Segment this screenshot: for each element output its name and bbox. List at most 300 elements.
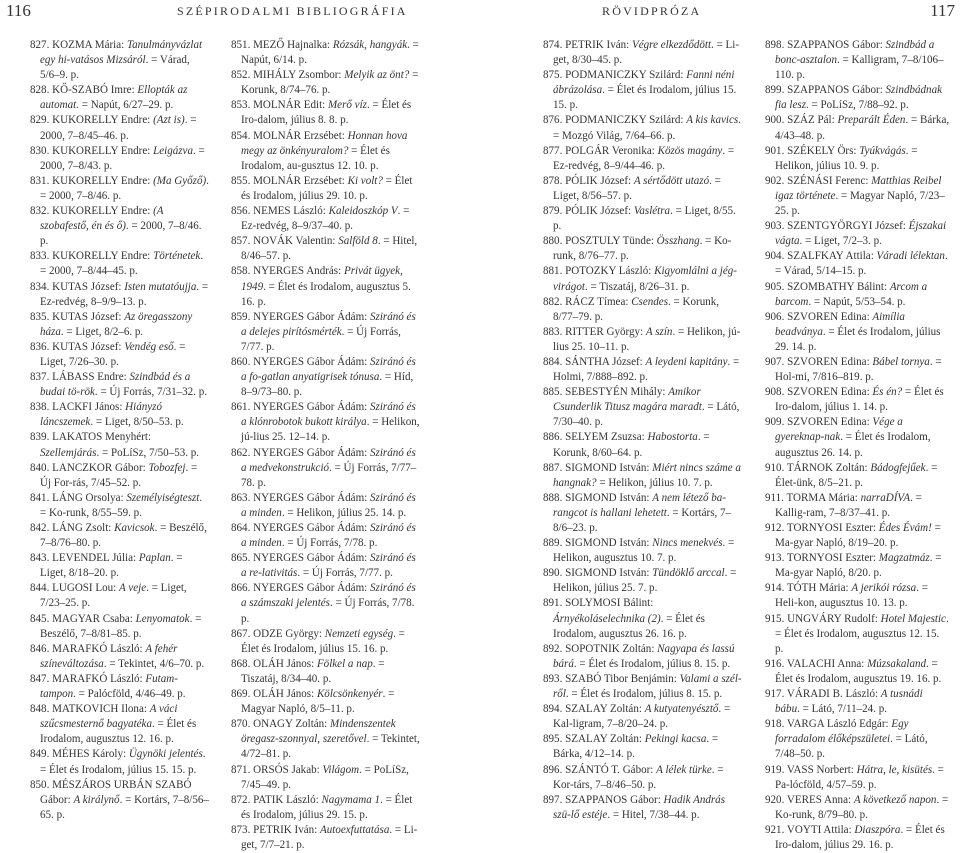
entry-author: OLÁH János: [253, 688, 317, 701]
entry-number: 917. [765, 688, 785, 701]
entry-title: Isten mutatóujja [124, 280, 197, 293]
entry-number: 867. [231, 627, 251, 640]
entry-number: 850. [30, 778, 50, 791]
entry-title: A leydeni kapitány [645, 355, 728, 368]
entry-title: Diaszpóra [854, 823, 901, 836]
entry-number: 853. [231, 99, 251, 112]
entry-source: = Napút, 6/27–29. p. [78, 99, 174, 112]
entry-source: . = Élet és Irodalom, július 29. 15. p. [241, 793, 413, 821]
entry-author: SZVOREN Edina: [787, 416, 873, 429]
entry-number: 875. [543, 69, 563, 82]
entry-number: 902. [765, 174, 785, 187]
entry-title: A kutyatenyésztő [644, 703, 719, 716]
entry-number: 843. [30, 552, 50, 565]
entry-number: 870. [231, 718, 251, 731]
entry-number: 899. [765, 84, 785, 97]
entry-title: Ellopták az automat. [40, 84, 188, 112]
entry-number: 898. [765, 39, 785, 51]
bibliography-entry [765, 174, 950, 219]
entry-title: Árnyékoláselechnika (2) [553, 612, 661, 625]
entry-number: 892. [543, 642, 563, 655]
entry-title: Vendég eső [124, 340, 174, 353]
entry-title: Végre elkezdődött [632, 39, 712, 51]
bibliography-entry [543, 763, 743, 793]
entry-author: OLÁH János: [253, 657, 317, 670]
entry-author: SZABÓ Tibor Benjámin: [565, 672, 680, 685]
entry-number: 841. [30, 491, 50, 504]
entry-number: 906. [765, 310, 785, 323]
entry-source: . = Élet és Irodalom, július 15. 15. p. [40, 748, 206, 776]
bibliography-entry [765, 219, 950, 249]
entry-source: = Ma-gyar Napló, 8/19–20. p. [775, 522, 941, 550]
bibliography-entry [231, 98, 421, 128]
entry-source: . = Liget, 8/55. p. [553, 205, 736, 233]
bibliography-entry [543, 325, 743, 355]
entry-source: = Élet és Iro-dalom, július 1. 14. p. [775, 386, 944, 414]
entry-number: 916. [765, 657, 785, 670]
entry-number: 858. [231, 265, 251, 278]
bibliography-entry [231, 521, 421, 551]
entry-number: 861. [231, 401, 251, 414]
bibliography-entry [231, 310, 421, 355]
bibliography-entry [30, 702, 210, 747]
entry-author: VÁRADI B. László: [786, 688, 881, 701]
entry-author: NYERGES András: [253, 265, 344, 278]
bibliography-entry [231, 446, 421, 491]
entry-author: MATKOVICH Ilona: [52, 703, 150, 716]
entry-author: PETRIK Iván: [565, 39, 632, 51]
entry-number: 828. [30, 84, 50, 97]
entry-number: 889. [543, 537, 563, 550]
entry-number: 862. [231, 446, 251, 459]
entry-source: . = Élet és Irodalom, július 15. 16. p. [241, 627, 405, 655]
entry-title: Rózsák, hangyák [332, 39, 408, 51]
bibliography-entry [30, 612, 210, 642]
entry-number: 915. [765, 612, 785, 625]
entry-number: 840. [30, 461, 50, 474]
entry-source: . = Élet és Irodalom, július 8. 15. p. [565, 688, 723, 701]
entry-column-1 [30, 38, 210, 821]
entry-title: Világom [322, 763, 360, 776]
entry-number: 849. [30, 748, 50, 761]
entry-source: . = 2000, 7–8/46. p. [40, 220, 202, 248]
entry-author: POSZTULY Tünde: [565, 235, 657, 248]
entry-title: A királynő [73, 793, 120, 806]
bibliography-entry [765, 280, 950, 310]
bibliography-entry [30, 113, 210, 143]
entry-author: KUKORELLY Endre: [52, 174, 154, 187]
entry-column-4 [765, 38, 950, 851]
bibliography-entry [543, 113, 743, 143]
bibliography-entry [765, 249, 950, 279]
entry-author: MÉHES Károly: [52, 748, 129, 761]
entry-title: (Azt is) [153, 114, 185, 127]
bibliography-entry [765, 415, 950, 460]
entry-number: 864. [231, 522, 251, 534]
entry-source: . = Kal-ligram, 7–8/20–24. p. [553, 703, 731, 731]
entry-source: . = PoLíSz, 7/45–49. p. [241, 763, 409, 791]
entry-title: Bábel tornya [872, 355, 930, 368]
entry-number: 914. [765, 582, 785, 595]
entry-source: = Helikon, július 10. 7. p. [596, 476, 713, 489]
entry-number: 830. [30, 144, 50, 157]
entry-number: 901. [765, 144, 785, 157]
entry-author: NYERGES Gábor Ádám: [253, 522, 371, 534]
entry-source: . = Élet és Iro-dalom, július 29. 16. p. [775, 823, 945, 851]
entry-author: MAGYAR Csaba: [52, 612, 136, 625]
bibliography-entry [30, 400, 210, 430]
entry-author: VOYTI Attila: [786, 823, 855, 836]
entry-number: 876. [543, 114, 563, 127]
bibliography-entry [231, 687, 421, 717]
bibliography-entry [231, 174, 421, 204]
bibliography-entry [30, 430, 210, 460]
entry-source: . = Tekintet, 4/6–70. p. [103, 657, 205, 670]
entry-source: . = 2000, 7–8/44–45. p. [40, 250, 204, 278]
entry-number: 909. [765, 416, 785, 429]
entry-author: KUKORELLY Endre: [52, 250, 154, 263]
bibliography-entry [30, 551, 210, 581]
entry-number: 882. [543, 295, 563, 308]
entry-author: NOVÁK Valentin: [253, 235, 339, 248]
entry-author: NYERGES Gábor Ádám: [253, 310, 371, 323]
entry-number: 904. [765, 250, 785, 263]
entry-author: PÓLIK József: [565, 205, 634, 218]
entry-number: 869. [231, 688, 251, 701]
entry-title: Paplan [138, 552, 171, 565]
bibliography-entry [231, 204, 421, 234]
entry-source: . = Élet és Irodalom, augusztus 12. 15. p. [775, 612, 949, 655]
entry-number: 919. [765, 763, 785, 776]
entry-source: . = 2000, 7–8/43. p. [40, 144, 205, 172]
entry-source: . = Új Forrás, 7/78. p. [241, 597, 415, 625]
entry-number: 854. [231, 129, 251, 142]
bibliography-entry [30, 310, 210, 340]
bibliography-entry [30, 778, 210, 823]
entry-author: SZAPPANOS Gábor: [787, 84, 886, 97]
bibliography-entry [30, 83, 210, 113]
entry-author: SZÉNÁSI Ferenc: [787, 174, 872, 187]
entry-number: 852. [231, 69, 251, 82]
bibliography-entry [543, 204, 743, 234]
entry-column-3 [543, 38, 743, 821]
entry-source: . = Liget, 7/23–25. p. [40, 582, 187, 610]
entry-author: MOLNÁR Erzsébet: [253, 129, 348, 142]
entry-title: Habostorta [647, 431, 698, 444]
entry-title: Hiányzó láncszemek [40, 401, 162, 429]
entry-author: SZAPPANOS Gábor: [787, 39, 886, 51]
entry-title: A veje [119, 582, 147, 595]
entry-number: 884. [543, 355, 563, 368]
entry-title: Hátra, le, kisütés [856, 763, 933, 776]
entry-title: (A szobafestő, én és ő) [40, 205, 164, 233]
bibliography-entry [543, 38, 743, 68]
entry-source: . = Várad, 5/14–15. p. [775, 250, 948, 278]
bibliography-entry [231, 234, 421, 264]
entry-number: 859. [231, 310, 251, 323]
entry-author: VARGA László Edgár: [786, 718, 892, 731]
entry-author: KUKORELLY Endre: [52, 144, 154, 157]
entry-title: narraDÍVA [860, 491, 911, 504]
entry-source: . = Élet és Irodalom, augusztus 12. 16. p. [40, 718, 197, 746]
entry-author: POTOZKY László: [565, 265, 655, 278]
bibliography-entry [231, 400, 421, 445]
entry-author: MOLNÁR Erzsébet: [253, 174, 348, 187]
entry-author: MARAFKÓ László: [52, 642, 146, 655]
entry-source: . = Helikon, július 10. 9. p. [775, 144, 918, 172]
entry-source: . = Bárka, 4/43–48. p. [775, 114, 950, 142]
entry-source: . = Li-get, 8/30–45. p. [553, 39, 740, 67]
entry-title: Pekingi kacsa [644, 733, 707, 746]
entry-source: . = Ez-redvég, 8–9/44–46. p. [553, 144, 735, 172]
entry-number: 871. [231, 763, 251, 776]
bibliography-entry [765, 763, 950, 793]
right-running-title: RÖVIDPRÓZA [602, 4, 702, 18]
entry-title: Tobozfej [148, 461, 186, 474]
entry-number: 912. [765, 522, 785, 534]
entry-author: PODMANICZKY Szilárd: [565, 114, 687, 127]
bibliography-entry [231, 68, 421, 98]
entry-title: Futam-tampon [40, 672, 178, 701]
entry-source: = Élet és Irodalom, au-gusztus 12. 10. p. [241, 144, 390, 172]
entry-source: . = Korunk, 8/60–64. p. [553, 431, 710, 459]
entry-title: Összhang [656, 235, 700, 248]
entry-number: 832. [30, 205, 50, 218]
entry-number: 848. [30, 703, 50, 716]
bibliography-entry [765, 521, 950, 551]
entry-number: 886. [543, 431, 563, 444]
entry-source: . = Helikon, július 25. 7. p. [553, 567, 737, 595]
entry-author: SIGMOND István: [565, 537, 653, 550]
entry-number: 842. [30, 522, 50, 534]
entry-title: Lenyomatok [135, 612, 190, 625]
bibliography-entry [765, 687, 950, 717]
entry-title: (Ma Győző) [153, 174, 207, 187]
entry-number: 910. [765, 461, 785, 474]
entry-title: Salföld 8 [338, 235, 378, 248]
entry-title: Arcom a barcom [775, 280, 928, 308]
bibliography-entry [231, 38, 421, 68]
entry-source: . = Ko-runk, 8/76–77. p. [553, 235, 732, 263]
bibliography-entry [30, 747, 210, 777]
bibliography-entry [765, 551, 950, 581]
entry-title: Sziránó és a medvekonstrukció [241, 446, 416, 474]
entry-author: TÓTH Mária: [786, 582, 852, 595]
entry-number: 907. [765, 355, 785, 368]
entry-source: . = Élet és Irodalom, július 29. 14. p. [775, 325, 941, 353]
entry-author: TORNYOSI Eszter: [786, 552, 879, 565]
bibliography-entry [543, 174, 743, 204]
entry-title: Merő víz [327, 99, 367, 112]
bibliography-entry [543, 68, 743, 113]
entry-number: 890. [543, 567, 563, 580]
entry-number: 897. [543, 793, 563, 806]
entry-author: KUTAS József: [52, 280, 125, 293]
bibliography-entry [765, 113, 950, 143]
entry-number: 874. [543, 39, 563, 51]
entry-number: 921. [765, 823, 785, 836]
bibliography-entry [543, 264, 743, 294]
entry-title: A fehér színeváltozása [40, 642, 178, 670]
entry-source: . = Napút, 5/53–54. p. [808, 295, 906, 308]
entry-author: UNGVÁRY Rudolf: [787, 612, 881, 625]
bibliography-entry [231, 491, 421, 521]
bibliography-entry [30, 491, 210, 521]
entry-title: Autoexfuttatása [320, 823, 390, 836]
entry-source: . = Napút, 6/14. p. [241, 39, 419, 67]
bibliography-entry [30, 340, 210, 370]
entry-number: 881. [543, 265, 563, 278]
entry-source: . = Új For-rás, 7/45–52. p. [40, 461, 198, 489]
entry-number: 893. [543, 672, 563, 685]
entry-title: Csendes [631, 295, 669, 308]
bibliography-entry [30, 642, 210, 672]
entry-author: KUTAS József: [52, 310, 125, 323]
entry-title: Sziránó és a re-lativitás [241, 552, 416, 580]
entry-author: NYERGES Gábor Ádám: [253, 446, 371, 459]
entry-number: 905. [765, 280, 785, 293]
entry-title: A kis kavics [686, 114, 739, 127]
entry-author: SZOMBATHY Bálint: [787, 280, 890, 293]
entry-author: KOZMA Mária: [52, 39, 127, 51]
entry-source: . = Ko-runk, 8/55–59. p. [40, 491, 203, 519]
entry-source: . = Élet és Irodalom, július 15. 15. p. [553, 84, 737, 112]
entry-title: Éjszakai vágta [775, 220, 947, 248]
entry-author: SZENTGYÖRGYI József: [787, 220, 909, 233]
entry-author: RÁCZ Tímea: [565, 295, 632, 308]
bibliography-entry [30, 38, 210, 83]
entry-source: . = Liget, 8/50–53. p. [90, 416, 184, 429]
entry-author: KUKORELLY Endre: [52, 205, 154, 218]
bibliography-entry [543, 355, 743, 385]
entry-source: . = Helikon, jú-lius 25. 12–14. p. [241, 416, 420, 444]
entry-title: Leigázva [153, 144, 193, 157]
bibliography-entry [231, 823, 421, 853]
entry-source: . = PoLíSz, 7/50–53. p. [96, 446, 200, 459]
entry-source: . = Élet-ünk, 8/5–21. p. [775, 461, 938, 489]
entry-number: 878. [543, 174, 563, 187]
entry-author: SZÉKELY Örs: [787, 144, 860, 157]
entry-title: Nagymama 1 [321, 793, 381, 806]
entry-author: KUKORELLY Endre: [52, 114, 154, 127]
entry-title: Egy forradalom élőképszületei [775, 718, 909, 746]
entry-title: A szín [645, 325, 673, 338]
bibliography-entry [231, 355, 421, 400]
entry-title: A következő napon [853, 793, 937, 806]
entry-source: . = Tekintet, 4/72–81. p. [241, 733, 420, 761]
entry-author: LACKFI János: [52, 401, 126, 414]
entry-number: 918. [765, 718, 785, 731]
bibliography-entry [543, 234, 743, 264]
entry-number: 900. [765, 114, 785, 127]
entry-source: . = Új Forrás, 7/78. p. [281, 537, 378, 550]
entry-number: 873. [231, 823, 251, 836]
entry-author: SZÁZ Pál: [787, 114, 838, 127]
entry-title: A jerikói rózsa [851, 582, 917, 595]
entry-source: = Élet és Irodalom, július 29. 10. p. [241, 174, 413, 202]
entry-title: Aimília beadványa [775, 310, 905, 338]
entry-author: SÁNTHA József: [565, 355, 646, 368]
entry-number: 838. [30, 401, 50, 414]
entry-author: SIGMOND István: [565, 567, 653, 580]
entry-title: Sziránó és a minden [241, 491, 416, 519]
entry-title: Sziránó és a számszaki jelentés [241, 582, 416, 610]
entry-source: . = Liget, 7/26–30. p. [40, 340, 186, 368]
entry-source: . = PoLíSz, 7/88–92. p. [806, 99, 909, 112]
entry-title: Szellemjárás [40, 446, 97, 459]
entry-author: PETRIK Iván: [253, 823, 320, 836]
entry-title: A váci szűcsmesternő bagyatéka [40, 703, 178, 731]
bibliography-entry [231, 581, 421, 626]
bibliography-entry [765, 310, 950, 355]
entry-source: . = Ko-runk, 8/79–80. p. [775, 793, 949, 821]
page-header [0, 0, 960, 24]
bibliography-entry [543, 536, 743, 566]
entry-title: Honnan hova megy az önkényuralom? [241, 129, 408, 157]
bibliography-entry [30, 249, 210, 279]
entry-source: . = 2000, 7–8/45–46. p. [40, 114, 197, 142]
entry-title: Tündöklő arccal [652, 567, 725, 580]
left-running-title: SZÉPIRODALMI BIBLIOGRÁFIA [177, 4, 408, 18]
entry-title: A nem létező ba-rangcot is hallani lehetett [553, 491, 726, 519]
entry-number: 894. [543, 703, 563, 716]
entry-title: Kaleidoszkóp V [328, 205, 398, 218]
entry-title: Bádogfejűek [870, 461, 926, 474]
entry-number: 903. [765, 220, 785, 233]
entry-number: 846. [30, 642, 50, 655]
entry-title: Közös magány [657, 144, 723, 157]
entry-number: 844. [30, 582, 50, 595]
entry-author: POLGÁR Veronika: [565, 144, 658, 157]
entry-source: . = Hitel, 7/38–44. p. [607, 808, 700, 821]
entry-source: . = Tiszatáj, 8/34–40. p. [241, 657, 385, 685]
entry-title: Fölkel a nap [316, 657, 373, 670]
entry-source: . = Látó, 7/30–40. p. [553, 401, 740, 429]
entry-source: . = Látó, 7/48–50. p. [775, 733, 928, 761]
entry-number: 887. [543, 461, 563, 474]
entry-author: ODZE György: [253, 627, 325, 640]
entry-source: . = Korunk, 8/77–79. p. [553, 295, 720, 323]
bibliography-entry [30, 672, 210, 702]
bibliography-entry [765, 612, 950, 657]
entry-title: Múzsakaland [867, 657, 927, 670]
entry-source: . = Élet és Irodalom, augusztus 19. 16. p. [775, 657, 942, 685]
entry-number: 847. [30, 672, 50, 685]
bibliography-entry [231, 717, 421, 762]
entry-source: . = Kallig-ram, 7–8/37–41. p. [775, 491, 922, 519]
entry-title: Váradi lélektan [876, 250, 945, 263]
entry-author: SZÁNTÓ T. Gábor: [565, 763, 657, 776]
entry-author: SOPOTNIK Zoltán: [565, 642, 658, 655]
bibliography-entry [231, 129, 421, 174]
entry-title: Kavicsok [114, 522, 155, 534]
entry-author: LEVENDEL Júlia: [52, 552, 139, 565]
bibliography-entry [765, 144, 950, 174]
entry-author: SZALAY Zoltán: [565, 733, 645, 746]
entry-author: MOLNÁR Edit: [253, 99, 328, 112]
entry-author: SZAPPANOS Gábor: [565, 793, 664, 806]
entry-title: Ki volt? [347, 174, 383, 187]
entry-author: TÁRNOK Zoltán: [786, 461, 871, 474]
entry-title: Matthias Reibel igaz története [775, 174, 942, 202]
entry-source: . = Helikon, jú-lius 25. 10–11. p. [553, 325, 741, 353]
entry-column-2 [231, 38, 421, 851]
entry-number: 839. [30, 431, 50, 444]
entry-number: 856. [231, 205, 251, 218]
entry-title: Fanni néni ábrázolása [553, 69, 735, 97]
entry-source: . = Magyar Napló, 7/23–25. p. [775, 189, 945, 218]
entry-title: Hotel Majestic [880, 612, 946, 625]
